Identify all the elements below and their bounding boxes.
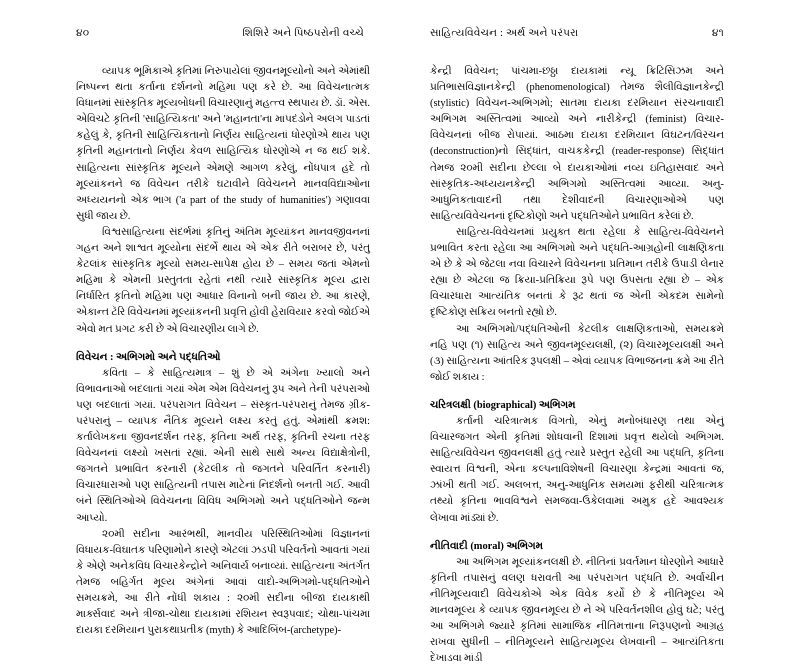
left-page (0, 0, 400, 637)
left-column-body (76, 64, 370, 639)
right-page (400, 0, 800, 665)
right-running-head-title: સાહિત્યવિવેચન : અર્થ અને પરંપરા (430, 28, 579, 39)
paragraph: કર્તાની ચરિત્રાત્મક વિગતો, એનું મનોબંધારણ તથા એનું વિચારજગત એની કૃતિમાં શોધવાની દિશામાં પ્રવૃત્ત થયેલો અભિગમ. સાહિત્યવિવેચન જીવનલક્ષી હતું ત્યારે પ્રસ્તુત રહેલી આ પદ્ધતિ, કૃતિના સ્વાયત્ત વિશ્વની, એના કલ્પનાવિશેષની વિચારણા કેન્દ્રમાં આવતાં જ, ઝાંખી થતી ગઈ. અલબત્ત, અનુ-આધુનિક સમયમાં ફરીથી ચરિત્રાત્મક તથ્યો કૃતિના ભાવવિશ્વને સમજવા-ઉકેલવામાં અમુક હદે આવશ્યક લેખાવા માંડ્યાં છે. (430, 415, 724, 524)
right-running-head (430, 28, 724, 44)
section-heading-moral: નીતિવાદી (moral) અભિગમ (430, 540, 543, 552)
right-page-folio: ૪૧ (711, 28, 724, 39)
paragraph: સાહિત્ય-વિવેચનમાં પ્રયુક્ત થતા રહેલા કે સાહિત્ય-વિવેચનને પ્રભાવિત કરતા રહેલા આ અભિગમો અને પદ્ધતિ-આગ્રહોની લાક્ષણિકતા એ છે કે એ જેટલા નવા વિચારને વિવેચનના પ્રતિમાન તરીકે ઉપાડી લેનાર રહ્યા છે એટલા જ ક્રિયા-પ્રતિક્રિયા રૂપે પણ ઉપસતા રહ્યા છે – એક વિચારધારા આત્યંતિક બનતાં કે રૂઢ થતાં જ એની એકદમ સામેનો દૃષ્ટિકોણ સક્રિય બનતો રહ્યો છે. (430, 226, 724, 319)
left-running-head (76, 28, 370, 44)
section-heading-biographical: ચરિત્રલક્ષી (biographical) અભિગમ (430, 399, 576, 411)
paragraph: કવિતા – કે સાહિત્યમાત્ર – શું છે એ અંગેના ખ્યાલો અને વિભાવનાઓ બદલાતાં ગયાં એમ એમ વિવેચનનું રૂપ અને તેની પરંપરાઓ પણ બદલાતાં ગયાં. પરંપરાગત વિવેચન – સંસ્કૃત-પરંપરાનું તેમજ ગ્રીક-પરંપરાનું – વ્યાપક નૈતિક મૂલ્યને લક્ષ્ય કરતું હતું. એમાંથી ક્રમશ: કર્તાલેખકના જીવનદર્શન તરફ, કૃતિના અર્થ તરફ, કૃતિની રચના તરફ વિવેચનનાં લક્ષ્યો ખસતાં રહ્યાં. એની સાથે સાથે અન્ય વિદ્યાક્ષેત્રોની, જગતને પ્રભાવિત કરનારી (કેટલીક તો જગતને પરિવર્તિત કરનારી) વિચારધારાઓ પણ સાહિત્યની તપાસ માટેનાં નિદર્શનો બનતી ગઈ. આવી બંને સ્થિતિઓએ વિવેચનના વિવિધ અભિગમો અને પદ્ધતિઓને જન્મ આપ્યો. (76, 367, 370, 524)
right-column-body (430, 64, 724, 667)
paragraph: આ અભિગમ મૂલ્યાંકનલક્ષી છે. નીતિનાં પ્રવર્તમાન ધોરણોને આધારે કૃતિની તપાસનું વલણ ધરાવતી આ પરંપરાગત પદ્ધતિ છે. અર્વાચીન નીતિમૂલ્યવાદી વિવેચકોએ એક વિવેક કર્યો છે કે નીતિમૂલ્ય એ માનવમૂલ્ય કે વ્યાપક જીવનમૂલ્ય છે ને એ પરિવર્તનશીલ હોવું ઘટે; પરંતુ આ અભિગમે જ્યારે કૃતિમાં સામાજિક નીતિમત્તાના નિરૂપણનો આગ્રહ રાખવા સુધીની – નીતિમૂલ્યને સાહિત્યમૂલ્ય લેખવાની – આત્યંતિકતા દેખાડવા માંડી (430, 556, 724, 665)
left-page-folio: ૪૦ (76, 28, 90, 39)
paragraph: ૨૦મી સદીના આરંભથી, માનવીય પરિસ્થિતિઓમાં વિજ્ઞાનનાં વિધાયક-વિઘાતક પરિણામોને કારણે એટલાં ઝડપી પરિવર્તનો આવતાં ગયાં કે એણે અનેકવિધ વિચારકેન્દ્રોને અનિવાર્ય બનાવ્યાં. સાહિત્યના અંતર્ગત તેમજ બહિર્ગત મૂલ્ય અંગેનાં આવાં વાદો-અભિગમો-પદ્ધતિઓને સમયક્રમે, આ રીતે નોંધી શકાય : ૨૦મી સદીના બીજા દાયકાથી માર્ક્સવાદ અને ત્રીજા-ચોથા દાયકામાં રશિયન સ્વરૂપવાદ; ચોથા-પાંચમા દાયકા દરમિયાન પુરાકથાપ્રતીક (myth) કે આદિબિંબ-(archetype)- (76, 528, 370, 637)
paragraph: આ અભિગમો/પદ્ધતિઓની કેટલીક લાક્ષણિકતાઓ, સમયક્રમે નહિ પણ (૧) સાહિત્ય અને જીવનમૂલ્યલક્ષી, (૨) વિચારમૂલ્યલક્ષી અને (૩) સાહિત્યના આંતરિક રૂપલક્ષી – એવાં વ્યાપક વિભાજનના ક્રમે આ રીતે જોઈ શકાય : (430, 323, 724, 383)
paragraph: વ્યાપક ભૂમિકાએ કૃતિમાં નિરુપાયેલાં જીવનમૂલ્યોનો અને એમાંથી નિષ્પન્ન થતા કર્તાના દર્શનનો મહિમા પણ કરે છે. આ વિવેચનાત્મક વિધાનમાં સાંસ્કૃતિક મૂલ્યબોધની વિચારણાનું મહત્ત્વ સ્થપાય છે. ડૉ. એસ. એવિચટે કૃતિની 'સાહિત્યિકતા' અને 'મહાનતા'ના માપદંડોને અલગ પાડતાં કહેલું કે, કૃતિની સાહિત્યિકતાનો નિર્ણય સાહિત્યનાં ધોરણોએ થાય પણ કૃતિની મહાનતાનો નિર્ણય કેવળ સાહિત્યિક ધોરણોએ ન જ થઈ શકે. સાહિત્યના સાંસ્કૃતિક મૂલ્યને એમણે આગળ કરેલું, નોંધપાત્ર હદે તો મૂલ્યાંકનને જ વિવેચન તરીકે ઘટાવીને વિવેચનને માનવવિદ્યાઓના અધ્યયનનો એક ભાગ ('a part of the study of humanities') ગણાવવા સુધી જાય છે. (76, 66, 370, 222)
paragraph: કેન્દ્રી વિવેચન; પાંચમા-છઠ્ઠા દાયકામાં ન્યૂ ક્રિટિસિઝમ અને પ્રતિભાસવિજ્ઞાનકેન્દ્રી (phenomenological) તેમજ શૈલીવિજ્ઞાનકેન્દ્રી (stylistic) વિવેચન-અભિગમો; સાતમા દાયકા દરમિયાન સંરચનાવાદી અભિગમ અસ્તિત્વમાં આવ્યો અને નારીકેન્દ્રી (feminist) વિચાર-વિવેચનનાં બીજ રોપાયાં. આઠમા દાયકા દરમિયાન વિઘટન/વિરચન (deconstruction)નો સિદ્ધાંત, વાચકકેન્દ્રી (reader-response) સિદ્ધાંત તેમજ ૨૦મી સદીના છેલ્લા બે દાયકાઓમાં નવ્ય ઇતિહાસવાદ અને સાંસ્કૃતિક-અધ્યયનકેન્દ્રી અભિગમો અસ્તિત્વમાં આવ્યા. અનુ-આધુનિકતાવાદની તથા દેશીવાદની વિચારણાઓએ પણ સાહિત્યવિવેચનનાં દૃષ્ટિકોણો અને પદ્ધતિઓને પ્રભાવિત કરેલાં છે. (430, 66, 724, 222)
left-running-head-title: શિશિરે અને પિષ્ઠપરોની વચ્ચે (242, 28, 364, 39)
section-heading-vivechan: વિવેચન : અભિગમો અને પદ્ધતિઓ (76, 351, 221, 363)
paragraph: વિશ્વસાહિત્યના સંદર્ભમાં કૃતિનું અંતિમ મૂલ્યાંકન માનવજીવનનાં ગહન અને શાશ્વત મૂલ્યોના સંદર્ભે થાય એ એક રીતે બરાબર છે, પરંતુ કેટલાંક સાંસ્કૃતિક મૂલ્યો સમય-સાપેક્ષ હોય છે – સમય જતાં એમનો મહિમા કે એમની પ્રસ્તુતતા રહેતાં નથી ત્યારે સાંસ્કૃતિક મૂલ્ય દ્વારા નિર્ધારિત કૃતિનો મહિમા પણ આધાર વિનાનો બની જાય છે. આ કારણે, એકાન્ત ટૅરિ વિવેચનમાં મૂલ્યાંકનની પ્રવૃત્તિ હોવી હેરાવિયાર કરવો જોઈએ એવો મત પ્રગટ કરી છે એ વિચારણીય લાગે છે. (76, 226, 370, 335)
